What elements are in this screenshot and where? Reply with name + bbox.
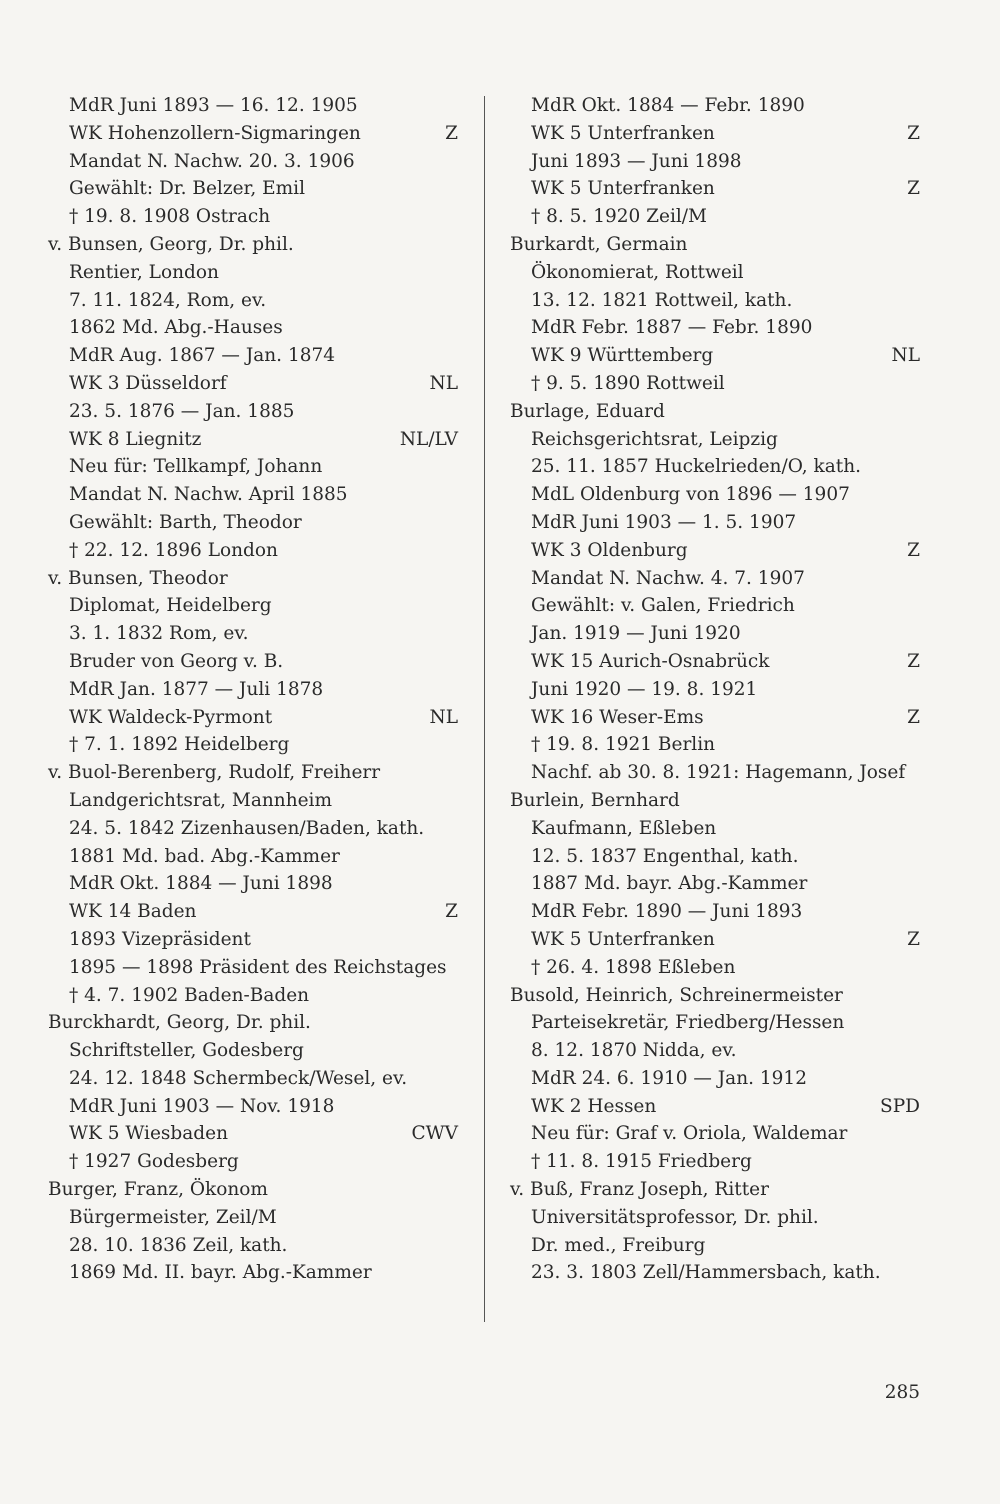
line-text: v. Buol-Berenberg, Rudolf, Freiherr: [48, 762, 381, 784]
line-text: 7. 11. 1824, Rom, ev.: [69, 289, 267, 311]
entry-name: [510, 398, 920, 426]
entry-line: [48, 203, 458, 231]
line-text: WK 3 Oldenburg: [531, 539, 688, 561]
line-text: v. Bunsen, Theodor: [48, 567, 228, 589]
entry-line: [48, 1232, 458, 1260]
line-text: Neu für: Tellkampf, Johann: [69, 456, 323, 478]
entry-line: [48, 342, 458, 370]
entry-line: [48, 120, 458, 148]
entry-line: [510, 620, 920, 648]
entry-line: [48, 843, 458, 871]
entry-line: [510, 1009, 920, 1037]
entry-line: [48, 175, 458, 203]
line-text: Burlein, Bernhard: [510, 789, 680, 811]
party-label: NL/LV: [399, 428, 458, 450]
entry-line: [48, 787, 458, 815]
party-label: Z: [907, 706, 920, 728]
entry-line: [48, 926, 458, 954]
entry-name: [48, 231, 458, 259]
entry-line: [510, 1065, 920, 1093]
line-text: v. Buß, Franz Joseph, Ritter: [510, 1179, 769, 1201]
line-text: 28. 10. 1836 Zeil, kath.: [69, 1234, 288, 1256]
line-text: † 26. 4. 1898 Eßleben: [531, 956, 736, 978]
entry-line: [510, 1120, 920, 1148]
entry-line: [510, 342, 920, 370]
line-text: Burlage, Eduard: [510, 400, 665, 422]
entry-line: [48, 954, 458, 982]
line-text: 13. 12. 1821 Rottweil, kath.: [531, 289, 793, 311]
line-text: WK 14 Baden: [69, 901, 197, 923]
entry-line: [48, 1093, 458, 1121]
line-text: Neu für: Graf v. Oriola, Waldemar: [531, 1123, 848, 1145]
line-text: Gewählt: Dr. Belzer, Emil: [69, 178, 305, 200]
line-text: Burkardt, Germain: [510, 233, 688, 255]
line-text: Ökonomierat, Rottweil: [531, 261, 744, 283]
entry-line: [48, 426, 458, 454]
entry-line: [510, 926, 920, 954]
entry-line: [48, 92, 458, 120]
entry-line: [510, 704, 920, 732]
line-text: WK Hohenzollern-Sigmaringen: [69, 122, 361, 144]
party-label: Z: [445, 901, 458, 923]
line-text: Diplomat, Heidelberg: [69, 595, 272, 617]
line-text: 24. 12. 1848 Schermbeck/Wesel, ev.: [69, 1067, 408, 1089]
line-text: WK 16 Weser-Ems: [531, 706, 704, 728]
party-label: Z: [907, 928, 920, 950]
column-divider: [484, 96, 485, 1322]
line-text: Parteisekretär, Friedberg/Hessen: [531, 1012, 845, 1034]
line-text: 23. 5. 1876 — Jan. 1885: [69, 400, 295, 422]
entry-line: [510, 870, 920, 898]
entry-line: [510, 565, 920, 593]
left-column: [48, 92, 458, 1287]
entry-line: [48, 1148, 458, 1176]
line-text: MdR Okt. 1884 — Febr. 1890: [531, 95, 805, 116]
line-text: WK Waldeck-Pyrmont: [69, 706, 273, 728]
entry-line: [510, 1259, 920, 1287]
entry-line: [510, 592, 920, 620]
entry-line: [48, 982, 458, 1010]
entry-line: [510, 287, 920, 315]
line-text: MdR 24. 6. 1910 — Jan. 1912: [531, 1067, 807, 1089]
entry-line: [48, 509, 458, 537]
line-text: MdR Juni 1903 — 1. 5. 1907: [531, 511, 797, 533]
entry-line: [510, 370, 920, 398]
line-text: Burckhardt, Georg, Dr. phil.: [48, 1012, 311, 1034]
line-text: † 4. 7. 1902 Baden-Baden: [69, 984, 310, 1006]
entry-line: [48, 1037, 458, 1065]
entry-line: [48, 898, 458, 926]
line-text: 1895 — 1898 Präsident des Reichstages: [69, 956, 447, 978]
entry-line: [48, 453, 458, 481]
entry-line: [48, 287, 458, 315]
line-text: Nachf. ab 30. 8. 1921: Hagemann, Josef: [531, 762, 906, 784]
entry-line: [510, 843, 920, 871]
entry-name: [510, 787, 920, 815]
line-text: MdL Oldenburg von 1896 — 1907: [531, 484, 850, 506]
entry-line: [48, 1204, 458, 1232]
line-text: Schriftsteller, Godesberg: [69, 1040, 304, 1062]
entry-line: [510, 954, 920, 982]
line-text: 24. 5. 1842 Zizenhausen/Baden, kath.: [69, 817, 425, 839]
entry-line: [510, 481, 920, 509]
line-text: WK 3 Düsseldorf: [69, 372, 227, 394]
line-text: Mandat N. Nachw. April 1885: [69, 484, 348, 506]
line-text: † 8. 5. 1920 Zeil/M: [531, 206, 707, 228]
entry-line: [48, 815, 458, 843]
entry-name: [510, 1176, 920, 1204]
line-text: MdR Juni 1903 — Nov. 1918: [69, 1095, 335, 1117]
entry-line: [510, 537, 920, 565]
party-label: NL: [429, 706, 458, 728]
entry-line: [510, 1093, 920, 1121]
line-text: 12. 5. 1837 Engenthal, kath.: [531, 845, 799, 867]
line-text: Mandat N. Nachw. 4. 7. 1907: [531, 567, 805, 589]
line-text: 3. 1. 1832 Rom, ev.: [69, 623, 249, 645]
line-text: Gewählt: Barth, Theodor: [69, 511, 302, 533]
entry-line: [48, 481, 458, 509]
line-text: 1881 Md. bad. Abg.-Kammer: [69, 845, 340, 867]
line-text: † 7. 1. 1892 Heidelberg: [69, 734, 290, 756]
line-text: Juni 1893 — Juni 1898: [531, 150, 742, 172]
line-text: WK 5 Unterfranken: [531, 178, 715, 200]
page-number: 285: [884, 1382, 920, 1403]
line-text: WK 15 Aurich-Osnabrück: [531, 650, 770, 672]
line-text: Mandat N. Nachw. 20. 3. 1906: [69, 150, 355, 172]
line-text: WK 2 Hessen: [531, 1095, 657, 1117]
entry-line: [510, 509, 920, 537]
line-text: Busold, Heinrich, Schreinermeister: [510, 984, 843, 1006]
line-text: † 19. 8. 1921 Berlin: [531, 734, 716, 756]
party-label: SPD: [880, 1095, 920, 1117]
entry-line: [510, 175, 920, 203]
line-text: 8. 12. 1870 Nidda, ev.: [531, 1040, 737, 1062]
entry-name: [510, 231, 920, 259]
party-label: Z: [907, 650, 920, 672]
right-column: [510, 92, 920, 1287]
entry-line: [48, 370, 458, 398]
entry-line: [510, 148, 920, 176]
entry-line: [510, 1204, 920, 1232]
line-text: MdR Febr. 1890 — Juni 1893: [531, 901, 803, 923]
line-text: † 1927 Godesberg: [69, 1151, 239, 1173]
entry-line: [510, 1232, 920, 1260]
entry-name: [48, 1176, 458, 1204]
line-text: Bruder von Georg v. B.: [69, 650, 284, 672]
line-text: 1893 Vizepräsident: [69, 928, 251, 950]
line-text: WK 5 Unterfranken: [531, 122, 715, 144]
entry-line: [48, 731, 458, 759]
party-label: Z: [445, 122, 458, 144]
entry-line: [48, 870, 458, 898]
line-text: 1887 Md. bayr. Abg.-Kammer: [531, 873, 808, 895]
line-text: 25. 11. 1857 Huckelrieden/O, kath.: [531, 456, 862, 478]
line-text: Gewählt: v. Galen, Friedrich: [531, 595, 795, 617]
entry-line: [510, 815, 920, 843]
line-text: WK 9 Württemberg: [531, 345, 714, 367]
line-text: WK 8 Liegnitz: [69, 428, 202, 450]
party-label: NL: [891, 345, 920, 367]
line-text: † 11. 8. 1915 Friedberg: [531, 1151, 752, 1173]
line-text: MdR Jan. 1877 — Juli 1878: [69, 678, 324, 700]
entry-line: [48, 148, 458, 176]
entry-line: [48, 398, 458, 426]
entry-line: [48, 1065, 458, 1093]
line-text: v. Bunsen, Georg, Dr. phil.: [48, 233, 294, 255]
entry-line: [510, 426, 920, 454]
entry-name: [48, 1009, 458, 1037]
entry-line: [48, 1120, 458, 1148]
line-text: 1862 Md. Abg.-Hauses: [69, 317, 283, 339]
entry-name: [48, 565, 458, 593]
line-text: Rentier, London: [69, 261, 219, 283]
line-text: Landgerichtsrat, Mannheim: [69, 789, 333, 811]
line-text: MdR Okt. 1884 — Juni 1898: [69, 873, 333, 895]
entry-line: [48, 537, 458, 565]
entry-line: [48, 648, 458, 676]
entry-line: [510, 92, 920, 120]
entry-line: [510, 1037, 920, 1065]
party-label: Z: [907, 539, 920, 561]
entry-line: [48, 314, 458, 342]
entry-line: [48, 704, 458, 732]
entry-line: [48, 259, 458, 287]
line-text: Bürgermeister, Zeil/M: [69, 1206, 277, 1228]
entry-line: [48, 592, 458, 620]
line-text: Juni 1920 — 19. 8. 1921: [531, 678, 758, 700]
line-text: † 19. 8. 1908 Ostrach: [69, 206, 271, 228]
entry-line: [510, 259, 920, 287]
line-text: 23. 3. 1803 Zell/Hammersbach, kath.: [531, 1262, 881, 1284]
entry-line: [510, 898, 920, 926]
line-text: MdR Juni 1893 — 16. 12. 1905: [69, 95, 358, 116]
party-label: Z: [907, 178, 920, 200]
line-text: Universitätsprofessor, Dr. phil.: [531, 1206, 819, 1228]
party-label: NL: [429, 372, 458, 394]
entry-line: [510, 314, 920, 342]
line-text: WK 5 Unterfranken: [531, 928, 715, 950]
entry-line: [510, 1148, 920, 1176]
entry-name: [48, 759, 458, 787]
entry-line: [48, 1259, 458, 1287]
entry-line: [510, 676, 920, 704]
line-text: Dr. med., Freiburg: [531, 1234, 706, 1256]
line-text: Reichsgerichtsrat, Leipzig: [531, 428, 778, 450]
entry-line: [510, 120, 920, 148]
party-label: CWV: [411, 1123, 458, 1145]
entry-name: [510, 982, 920, 1010]
entry-line: [48, 620, 458, 648]
line-text: † 9. 5. 1890 Rottweil: [531, 372, 725, 394]
line-text: Kaufmann, Eßleben: [531, 817, 717, 839]
entry-line: [48, 676, 458, 704]
line-text: 1869 Md. II. bayr. Abg.-Kammer: [69, 1262, 372, 1284]
line-text: † 22. 12. 1896 London: [69, 539, 278, 561]
line-text: Burger, Franz, Ökonom: [48, 1179, 268, 1201]
line-text: Jan. 1919 — Juni 1920: [531, 623, 741, 645]
party-label: Z: [907, 122, 920, 144]
entry-line: [510, 759, 920, 787]
entry-line: [510, 203, 920, 231]
entry-line: [510, 648, 920, 676]
line-text: MdR Febr. 1887 — Febr. 1890: [531, 317, 813, 339]
entry-line: [510, 453, 920, 481]
line-text: WK 5 Wiesbaden: [69, 1123, 228, 1145]
entry-line: [510, 731, 920, 759]
line-text: MdR Aug. 1867 — Jan. 1874: [69, 345, 336, 367]
